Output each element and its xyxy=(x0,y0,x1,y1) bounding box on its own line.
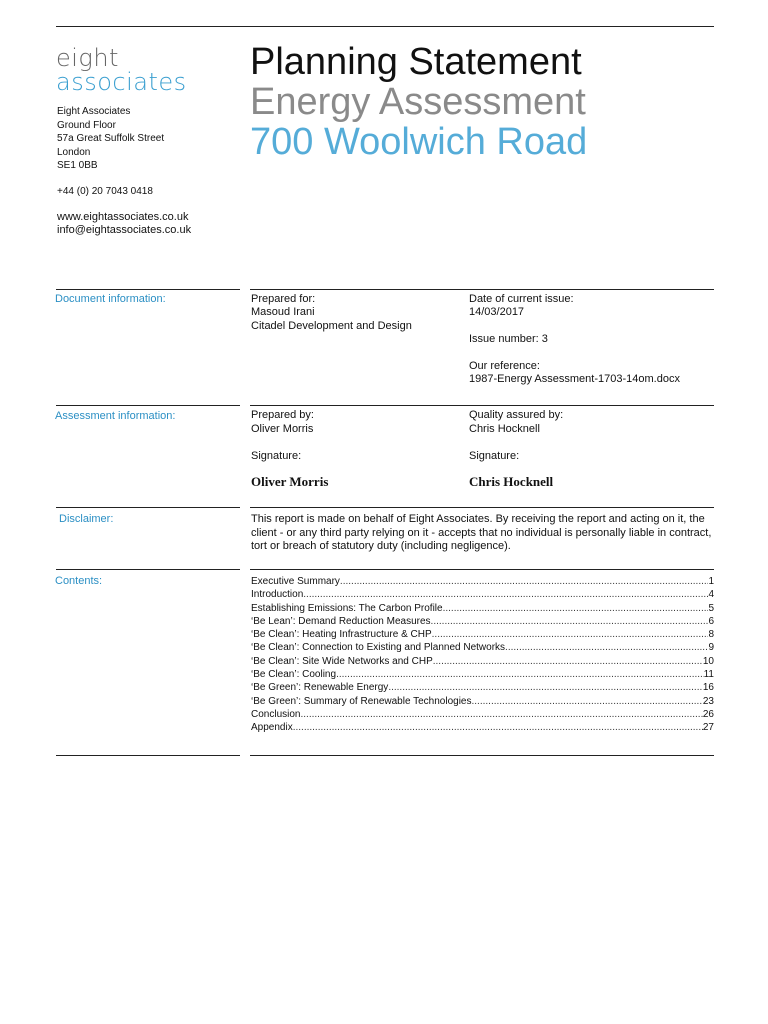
toc-title: Appendix xyxy=(251,722,293,734)
toc-title: ‘Be Green’: Renewable Energy xyxy=(251,682,389,694)
contents-rule-left xyxy=(56,569,240,570)
top-rule xyxy=(56,26,714,27)
assessment-rule-right xyxy=(250,405,714,406)
toc-leader xyxy=(293,721,703,734)
toc-page: 10 xyxy=(702,655,714,667)
address-line: SE1 0BB xyxy=(57,160,98,171)
toc-title: ‘Be Lean’: Demand Reduction Measures xyxy=(251,615,431,627)
toc-page: 27 xyxy=(702,722,714,734)
phone-number: +44 (0) 20 7043 0418 xyxy=(57,186,153,197)
prepared-by-label: Prepared by: xyxy=(251,409,314,421)
toc-page: 26 xyxy=(702,708,714,720)
table-of-contents xyxy=(251,575,714,735)
toc-page: 23 xyxy=(702,695,714,707)
toc-entry-renewable-summary[interactable] xyxy=(251,695,714,708)
toc-entry-be-lean[interactable] xyxy=(251,615,714,628)
date-value: 14/03/2017 xyxy=(469,306,525,318)
toc-title: Establishing Emissions: The Carbon Profile xyxy=(251,602,443,614)
toc-title: Conclusion xyxy=(251,708,301,720)
logo-associates: associates xyxy=(56,68,187,96)
toc-page: 6 xyxy=(708,615,714,627)
assessment-info-label: Assessment information: xyxy=(55,410,176,422)
toc-title: Executive Summary xyxy=(251,576,340,587)
toc-entry-introduction[interactable] xyxy=(251,588,714,601)
prepared-for-company: Citadel Development and Design xyxy=(251,320,412,332)
address-line: Eight Associates xyxy=(57,106,131,117)
toc-page: 5 xyxy=(708,602,714,614)
qa-name: Chris Hocknell xyxy=(469,423,540,435)
disclaimer-rule-right xyxy=(250,507,714,508)
toc-title: Introduction xyxy=(251,589,304,601)
toc-leader xyxy=(505,641,708,654)
toc-entry-carbon-profile[interactable] xyxy=(251,602,714,615)
toc-page: 8 xyxy=(708,629,714,641)
prepared-by-name: Oliver Morris xyxy=(251,423,314,435)
toc-title: ‘Be Clean’: Cooling xyxy=(251,669,337,681)
toc-entry-conclusion[interactable] xyxy=(251,708,714,721)
website-link[interactable]: www.eightassociates.co.uk xyxy=(57,211,189,223)
signature-chris-hocknell: Chris Hocknell xyxy=(469,474,554,489)
toc-title: ‘Be Clean’: Connection to Existing and Planned Networks xyxy=(251,642,506,654)
toc-entry-executive-summary[interactable] xyxy=(251,575,714,588)
toc-leader xyxy=(300,708,702,721)
address-line: London xyxy=(57,147,91,158)
email-link[interactable]: info@eightassociates.co.uk xyxy=(57,224,192,236)
toc-entry-site-wide[interactable] xyxy=(251,655,714,668)
prepared-for-label: Prepared for: xyxy=(251,293,316,305)
bottom-rule-right xyxy=(250,755,714,756)
signature-label-left: Signature: xyxy=(251,450,302,462)
toc-leader xyxy=(432,628,709,641)
bottom-rule-left xyxy=(56,755,240,756)
toc-page: 11 xyxy=(703,669,714,681)
qa-label: Quality assured by: xyxy=(469,409,564,421)
toc-page: 9 xyxy=(708,642,714,654)
toc-title: ‘Be Clean’: Site Wide Networks and CHP xyxy=(251,655,433,667)
toc-leader xyxy=(443,602,709,615)
title-planning-statement: Planning Statement xyxy=(250,41,582,83)
toc-entry-networks[interactable] xyxy=(251,641,714,654)
toc-page: 1 xyxy=(708,576,714,587)
toc-page: 4 xyxy=(708,589,714,601)
toc-entry-cooling[interactable] xyxy=(251,668,714,681)
toc-title: ‘Be Green’: Summary of Renewable Technologies xyxy=(251,695,472,707)
toc-entry-renewable-energy[interactable] xyxy=(251,681,714,694)
toc-leader xyxy=(472,695,703,708)
toc-leader xyxy=(340,575,709,588)
address-line: 57a Great Suffolk Street xyxy=(57,133,165,144)
toc-entry-heating-chp[interactable] xyxy=(251,628,714,641)
toc-entry-appendix[interactable] xyxy=(251,721,714,734)
address-line: Ground Floor xyxy=(57,120,116,131)
toc-leader xyxy=(433,655,703,668)
toc-leader xyxy=(388,681,703,694)
signature-label-right: Signature: xyxy=(469,450,520,462)
signature-oliver-morris: Oliver Morris xyxy=(251,474,329,489)
disclaimer-rule-left xyxy=(56,507,240,508)
toc-leader xyxy=(336,668,704,681)
toc-leader xyxy=(431,615,709,628)
toc-page: 16 xyxy=(702,682,714,694)
contents-label: Contents: xyxy=(55,575,103,587)
title-address: 700 Woolwich Road xyxy=(250,121,588,163)
assessment-rule-left xyxy=(56,405,240,406)
doc-info-rule-left xyxy=(56,289,240,290)
prepared-for-name: Masoud Irani xyxy=(251,306,315,318)
logo-eight: eight xyxy=(56,44,119,72)
toc-title: ‘Be Clean’: Heating Infrastructure & CHP xyxy=(251,629,432,641)
doc-info-rule-right xyxy=(250,289,714,290)
contents-rule-right xyxy=(250,569,714,570)
reference-label: Our reference: xyxy=(469,360,540,372)
reference-value: 1987-Energy Assessment-1703-14om.docx xyxy=(469,373,680,385)
toc-leader xyxy=(303,588,708,601)
title-energy-assessment: Energy Assessment xyxy=(250,81,586,123)
document-info-label: Document information: xyxy=(55,293,166,305)
date-label: Date of current issue: xyxy=(469,293,574,305)
issue-number: Issue number: 3 xyxy=(469,333,548,345)
disclaimer-label: Disclaimer: xyxy=(59,513,114,525)
disclaimer-text: This report is made on behalf of Eight Associates. By receiving the report and acting on it, the client - or any third party relying on it - accepts that no individual is personally liable in contract, tort or breach of statutory duty (including negligence). xyxy=(251,513,712,552)
